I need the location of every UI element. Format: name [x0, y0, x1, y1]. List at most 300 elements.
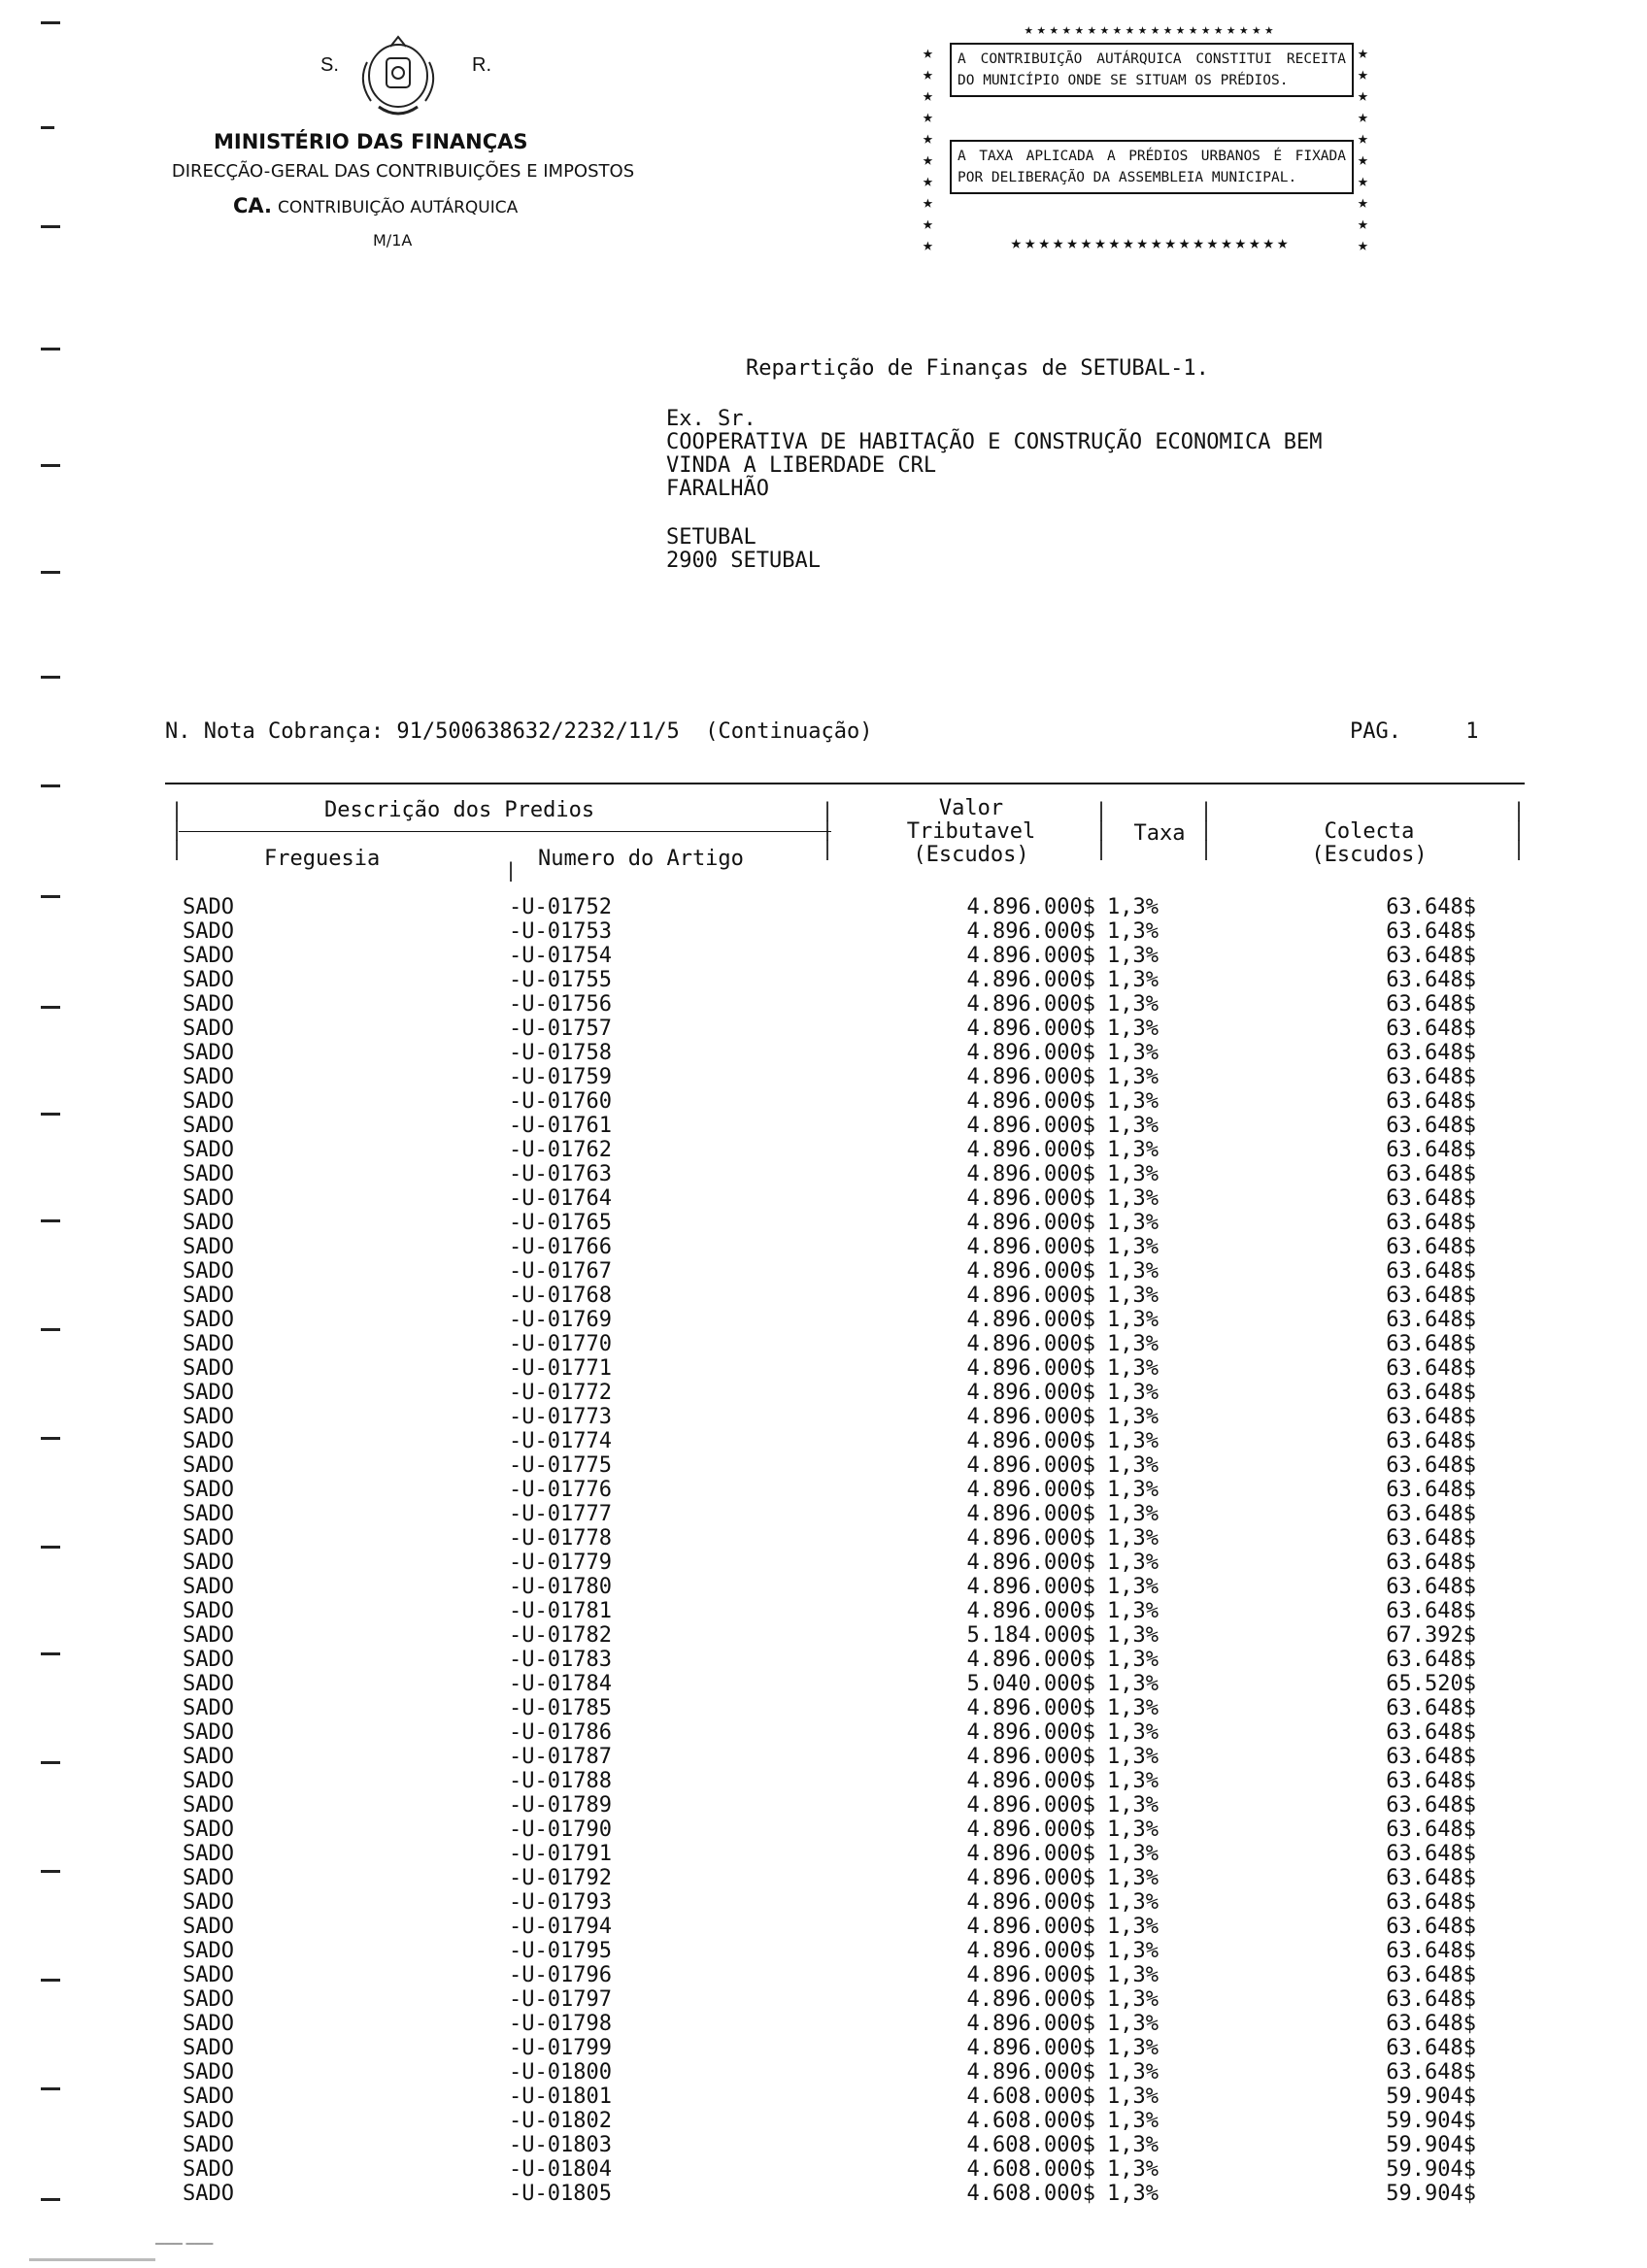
row-freguesia: SADO — [183, 1478, 234, 1502]
table-row — [0, 1623, 1647, 1648]
row-freguesia: SADO — [183, 1235, 234, 1259]
row-freguesia: SADO — [183, 1575, 234, 1599]
table-row — [0, 992, 1647, 1017]
row-valor: 4.896.000$ — [966, 1575, 1095, 1599]
row-valor: 4.896.000$ — [966, 895, 1095, 919]
row-freguesia: SADO — [183, 1648, 234, 1672]
row-colecta: 63.648$ — [1386, 1114, 1476, 1138]
row-valor: 4.896.000$ — [966, 1551, 1095, 1575]
row-freguesia: SADO — [183, 1332, 234, 1356]
row-taxa: 1,3% — [1107, 1381, 1159, 1405]
row-colecta: 63.648$ — [1386, 1453, 1476, 1478]
row-artigo: -U-01752 — [509, 895, 612, 919]
row-taxa: 1,3% — [1107, 1259, 1159, 1284]
row-artigo: -U-01759 — [509, 1065, 612, 1089]
table-row — [0, 1041, 1647, 1065]
row-taxa: 1,3% — [1107, 1745, 1159, 1769]
row-freguesia: SADO — [183, 2182, 234, 2206]
col-divider: | | | — [1095, 798, 1108, 860]
row-colecta: 63.648$ — [1386, 1502, 1476, 1526]
row-valor: 4.896.000$ — [966, 1405, 1095, 1429]
row-taxa: 1,3% — [1107, 1769, 1159, 1793]
ministry-title: MINISTÉRIO DAS FINANÇAS — [214, 130, 528, 153]
row-artigo: -U-01767 — [509, 1259, 612, 1284]
table-row — [0, 1551, 1647, 1575]
row-colecta: 63.648$ — [1386, 919, 1476, 944]
table-row — [0, 2109, 1647, 2133]
row-freguesia: SADO — [183, 1939, 234, 1963]
row-freguesia: SADO — [183, 1138, 234, 1162]
table-row — [0, 1381, 1647, 1405]
row-taxa: 1,3% — [1107, 1138, 1159, 1162]
row-colecta: 63.648$ — [1386, 1575, 1476, 1599]
row-colecta: 63.648$ — [1386, 1332, 1476, 1356]
row-freguesia: SADO — [183, 2012, 234, 2036]
row-freguesia: SADO — [183, 1114, 234, 1138]
row-freguesia: SADO — [183, 1211, 234, 1235]
row-taxa: 1,3% — [1107, 968, 1159, 992]
directorate-title: DIRECÇÃO-GERAL DAS CONTRIBUIÇÕES E IMPOSTOS — [171, 161, 635, 182]
row-colecta: 63.648$ — [1386, 1769, 1476, 1793]
row-taxa: 1,3% — [1107, 1284, 1159, 1308]
row-taxa: 1,3% — [1107, 1453, 1159, 1478]
row-taxa: 1,3% — [1107, 944, 1159, 968]
table-row — [0, 944, 1647, 968]
row-freguesia: SADO — [183, 1186, 234, 1211]
seal-right-letter: R. — [472, 54, 491, 76]
row-artigo: -U-01794 — [509, 1915, 612, 1939]
recipient-name-line1: COOPERATIVA DE HABITAÇÃO E CONSTRUÇÃO ECONOMICA BEM — [666, 430, 1323, 454]
row-valor: 4.896.000$ — [966, 1065, 1095, 1089]
row-taxa: 1,3% — [1107, 2109, 1159, 2133]
table-row — [0, 1211, 1647, 1235]
row-freguesia: SADO — [183, 2157, 234, 2182]
row-taxa: 1,3% — [1107, 1502, 1159, 1526]
row-artigo: -U-01791 — [509, 1842, 612, 1866]
table-row — [0, 1963, 1647, 1987]
row-colecta: 63.648$ — [1386, 1696, 1476, 1720]
row-colecta: 63.648$ — [1386, 1186, 1476, 1211]
star-border-bottom: ★★★★★★★★★★★★★★★★★★★★ — [1010, 232, 1292, 253]
row-colecta: 63.648$ — [1386, 944, 1476, 968]
row-taxa: 1,3% — [1107, 1235, 1159, 1259]
row-valor: 4.896.000$ — [966, 1381, 1095, 1405]
row-artigo: -U-01765 — [509, 1211, 612, 1235]
row-colecta: 63.648$ — [1386, 1987, 1476, 2012]
row-valor: 5.184.000$ — [966, 1623, 1095, 1648]
row-artigo: -U-01784 — [509, 1672, 612, 1696]
row-colecta: 63.648$ — [1386, 2060, 1476, 2085]
row-artigo: -U-01797 — [509, 1987, 612, 2012]
bottom-rule — [29, 2258, 155, 2261]
row-artigo: -U-01796 — [509, 1963, 612, 1987]
row-valor: 4.896.000$ — [966, 1429, 1095, 1453]
row-colecta: 63.648$ — [1386, 1356, 1476, 1381]
header-rule-bottom — [165, 878, 1525, 879]
row-valor: 4.896.000$ — [966, 1502, 1095, 1526]
row-artigo: -U-01777 — [509, 1502, 612, 1526]
row-artigo: -U-01776 — [509, 1478, 612, 1502]
col-divider: | — [505, 858, 518, 882]
row-colecta: 63.648$ — [1386, 1211, 1476, 1235]
row-valor: 4.896.000$ — [966, 1453, 1095, 1478]
row-artigo: -U-01772 — [509, 1381, 612, 1405]
table-row — [0, 1162, 1647, 1186]
table-row — [0, 2036, 1647, 2060]
row-artigo: -U-01785 — [509, 1696, 612, 1720]
salutation: Ex. Sr. — [666, 407, 756, 431]
table-row — [0, 1915, 1647, 1939]
table-row — [0, 1890, 1647, 1915]
row-taxa: 1,3% — [1107, 1041, 1159, 1065]
row-freguesia: SADO — [183, 1987, 234, 2012]
row-valor: 4.608.000$ — [966, 2109, 1095, 2133]
row-valor: 4.896.000$ — [966, 1599, 1095, 1623]
row-valor: 4.896.000$ — [966, 1793, 1095, 1818]
table-row — [0, 1793, 1647, 1818]
row-artigo: -U-01800 — [509, 2060, 612, 2085]
nota-cobranca: N. Nota Cobrança: 91/500638632/2232/11/5 (Continuação) — [165, 719, 873, 744]
row-taxa: 1,3% — [1107, 1987, 1159, 2012]
row-taxa: 1,3% — [1107, 2036, 1159, 2060]
row-artigo: -U-01760 — [509, 1089, 612, 1114]
row-taxa: 1,3% — [1107, 1332, 1159, 1356]
col-header-artigo: Numero do Artigo — [538, 847, 744, 871]
row-freguesia: SADO — [183, 1720, 234, 1745]
row-freguesia: SADO — [183, 1089, 234, 1114]
row-taxa: 1,3% — [1107, 2060, 1159, 2085]
row-freguesia: SADO — [183, 895, 234, 919]
table-row — [0, 1720, 1647, 1745]
row-colecta: 63.648$ — [1386, 992, 1476, 1017]
row-valor: 4.896.000$ — [966, 1720, 1095, 1745]
row-valor: 4.896.000$ — [966, 1890, 1095, 1915]
row-artigo: -U-01803 — [509, 2133, 612, 2157]
row-artigo: -U-01766 — [509, 1235, 612, 1259]
star-border-top: ★★★★★★★★★★★★★★★★★★★★ — [1024, 20, 1278, 38]
row-valor: 4.896.000$ — [966, 1769, 1095, 1793]
row-freguesia: SADO — [183, 1890, 234, 1915]
row-taxa: 1,3% — [1107, 1186, 1159, 1211]
row-colecta: 59.904$ — [1386, 2133, 1476, 2157]
table-row — [0, 1502, 1647, 1526]
contribution-line — [233, 194, 518, 217]
row-artigo: -U-01762 — [509, 1138, 612, 1162]
row-valor: 4.896.000$ — [966, 1138, 1095, 1162]
table-row — [0, 1308, 1647, 1332]
tax-office: Repartição de Finanças de SETUBAL-1. — [746, 356, 1209, 381]
row-colecta: 63.648$ — [1386, 1478, 1476, 1502]
star-border-right: ★ ★ ★ ★ ★ ★ ★ ★ ★ ★ — [1358, 43, 1368, 255]
row-taxa: 1,3% — [1107, 1065, 1159, 1089]
table-row — [0, 1284, 1647, 1308]
row-valor: 4.896.000$ — [966, 1211, 1095, 1235]
row-artigo: -U-01755 — [509, 968, 612, 992]
row-artigo: -U-01771 — [509, 1356, 612, 1381]
table-row — [0, 2060, 1647, 2085]
col-divider: | | | — [822, 798, 834, 860]
row-artigo: -U-01804 — [509, 2157, 612, 2182]
row-artigo: -U-01805 — [509, 2182, 612, 2206]
col-header-valor-3: (Escudos) — [913, 843, 1029, 867]
row-colecta: 63.648$ — [1386, 1041, 1476, 1065]
row-freguesia: SADO — [183, 919, 234, 944]
row-taxa: 1,3% — [1107, 1720, 1159, 1745]
table-row — [0, 1478, 1647, 1502]
row-valor: 4.896.000$ — [966, 2012, 1095, 2036]
row-taxa: 1,3% — [1107, 1866, 1159, 1890]
row-freguesia: SADO — [183, 968, 234, 992]
row-valor: 4.896.000$ — [966, 2060, 1095, 2085]
row-valor: 4.896.000$ — [966, 1866, 1095, 1890]
row-taxa: 1,3% — [1107, 2133, 1159, 2157]
table-row — [0, 1453, 1647, 1478]
row-valor: 4.896.000$ — [966, 1017, 1095, 1041]
row-freguesia: SADO — [183, 1502, 234, 1526]
col-divider: | | | — [1200, 798, 1213, 860]
table-row — [0, 968, 1647, 992]
table-row — [0, 1745, 1647, 1769]
row-freguesia: SADO — [183, 1745, 234, 1769]
notice-box — [923, 19, 1379, 257]
row-colecta: 63.648$ — [1386, 1745, 1476, 1769]
table-header — [165, 783, 1525, 880]
row-valor: 4.896.000$ — [966, 992, 1095, 1017]
table-row — [0, 1648, 1647, 1672]
notice-revenue: A CONTRIBUIÇÃO AUTÁRQUICA CONSTITUI RECEITA DO MUNICÍPIO ONDE SE SITUAM OS PRÉDIOS. — [950, 43, 1354, 97]
row-colecta: 63.648$ — [1386, 2036, 1476, 2060]
row-colecta: 59.904$ — [1386, 2157, 1476, 2182]
row-colecta: 63.648$ — [1386, 895, 1476, 919]
row-freguesia: SADO — [183, 992, 234, 1017]
row-freguesia: SADO — [183, 2109, 234, 2133]
table-row — [0, 1186, 1647, 1211]
col-header-taxa: Taxa — [1133, 821, 1186, 846]
recipient-postal: 2900 SETUBAL — [666, 549, 821, 573]
table-row — [0, 2133, 1647, 2157]
row-valor: 4.896.000$ — [966, 944, 1095, 968]
col-header-colecta-2: (Escudos) — [1311, 843, 1428, 867]
row-artigo: -U-01754 — [509, 944, 612, 968]
row-valor: 4.896.000$ — [966, 1526, 1095, 1551]
row-valor: 4.896.000$ — [966, 1939, 1095, 1963]
row-valor: 4.896.000$ — [966, 1987, 1095, 2012]
row-taxa: 1,3% — [1107, 1696, 1159, 1720]
row-artigo: -U-01799 — [509, 2036, 612, 2060]
row-artigo: -U-01802 — [509, 2109, 612, 2133]
row-freguesia: SADO — [183, 1769, 234, 1793]
margin-mark — [41, 126, 54, 129]
row-artigo: -U-01801 — [509, 2085, 612, 2109]
row-colecta: 63.648$ — [1386, 1551, 1476, 1575]
row-taxa: 1,3% — [1107, 1356, 1159, 1381]
row-colecta: 63.648$ — [1386, 1284, 1476, 1308]
table-row — [0, 1769, 1647, 1793]
col-divider: | | | — [171, 798, 184, 860]
row-taxa: 1,3% — [1107, 2085, 1159, 2109]
row-valor: 4.896.000$ — [966, 1915, 1095, 1939]
table-row — [0, 1842, 1647, 1866]
row-freguesia: SADO — [183, 2036, 234, 2060]
row-freguesia: SADO — [183, 1842, 234, 1866]
row-artigo: -U-01770 — [509, 1332, 612, 1356]
group-header-descricao: Descrição dos Predios — [324, 798, 595, 822]
row-taxa: 1,3% — [1107, 2012, 1159, 2036]
row-freguesia: SADO — [183, 1818, 234, 1842]
table-row — [0, 1405, 1647, 1429]
row-artigo: -U-01773 — [509, 1405, 612, 1429]
row-freguesia: SADO — [183, 1381, 234, 1405]
row-taxa: 1,3% — [1107, 2157, 1159, 2182]
table-row — [0, 1065, 1647, 1089]
table-row — [0, 1114, 1647, 1138]
row-colecta: 63.648$ — [1386, 1089, 1476, 1114]
table-row — [0, 1259, 1647, 1284]
row-artigo: -U-01792 — [509, 1866, 612, 1890]
row-valor: 5.040.000$ — [966, 1672, 1095, 1696]
row-valor: 4.896.000$ — [966, 1696, 1095, 1720]
table-row — [0, 1138, 1647, 1162]
row-colecta: 63.648$ — [1386, 968, 1476, 992]
row-valor: 4.896.000$ — [966, 1478, 1095, 1502]
row-taxa: 1,3% — [1107, 1211, 1159, 1235]
row-valor: 4.896.000$ — [966, 1162, 1095, 1186]
row-taxa: 1,3% — [1107, 992, 1159, 1017]
row-taxa: 1,3% — [1107, 1114, 1159, 1138]
col-divider: | | | — [1513, 798, 1526, 860]
row-artigo: -U-01758 — [509, 1041, 612, 1065]
row-freguesia: SADO — [183, 1308, 234, 1332]
row-artigo: -U-01778 — [509, 1526, 612, 1551]
row-valor: 4.896.000$ — [966, 1235, 1095, 1259]
row-taxa: 1,3% — [1107, 1672, 1159, 1696]
row-colecta: 63.648$ — [1386, 1793, 1476, 1818]
row-artigo: -U-01798 — [509, 2012, 612, 2036]
row-taxa: 1,3% — [1107, 919, 1159, 944]
row-colecta: 63.648$ — [1386, 1259, 1476, 1284]
row-taxa: 1,3% — [1107, 1526, 1159, 1551]
margin-mark — [41, 21, 60, 24]
margin-mark — [41, 676, 60, 679]
table-row — [0, 1866, 1647, 1890]
table-row — [0, 2085, 1647, 2109]
row-colecta: 63.648$ — [1386, 1963, 1476, 1987]
recipient-city: SETUBAL — [666, 525, 756, 550]
row-freguesia: SADO — [183, 1017, 234, 1041]
row-colecta: 63.648$ — [1386, 1720, 1476, 1745]
page-number: 1 — [1465, 719, 1479, 744]
row-freguesia: SADO — [183, 1041, 234, 1065]
row-colecta: 63.648$ — [1386, 1235, 1476, 1259]
row-taxa: 1,3% — [1107, 1575, 1159, 1599]
row-artigo: -U-01775 — [509, 1453, 612, 1478]
seal-row — [311, 33, 505, 120]
col-header-colecta-1: Colecta — [1324, 819, 1415, 844]
row-artigo: -U-01757 — [509, 1017, 612, 1041]
row-colecta: 63.648$ — [1386, 1381, 1476, 1405]
row-colecta: 63.648$ — [1386, 1842, 1476, 1866]
row-colecta: 63.648$ — [1386, 1017, 1476, 1041]
row-freguesia: SADO — [183, 1065, 234, 1089]
row-valor: 4.896.000$ — [966, 968, 1095, 992]
row-taxa: 1,3% — [1107, 1429, 1159, 1453]
row-colecta: 63.648$ — [1386, 2012, 1476, 2036]
row-freguesia: SADO — [183, 1551, 234, 1575]
row-valor: 4.896.000$ — [966, 1041, 1095, 1065]
table-row — [0, 1235, 1647, 1259]
row-artigo: -U-01789 — [509, 1793, 612, 1818]
row-taxa: 1,3% — [1107, 1793, 1159, 1818]
page-label: PAG. — [1350, 719, 1401, 744]
row-valor: 4.896.000$ — [966, 1186, 1095, 1211]
table-row — [0, 1575, 1647, 1599]
row-taxa: 1,3% — [1107, 1599, 1159, 1623]
row-taxa: 1,3% — [1107, 1818, 1159, 1842]
row-colecta: 63.648$ — [1386, 1308, 1476, 1332]
table-row — [0, 1017, 1647, 1041]
row-taxa: 1,3% — [1107, 1308, 1159, 1332]
row-freguesia: SADO — [183, 1672, 234, 1696]
table-row — [0, 2012, 1647, 2036]
margin-mark — [41, 348, 60, 350]
row-artigo: -U-01781 — [509, 1599, 612, 1623]
row-valor: 4.608.000$ — [966, 2157, 1095, 2182]
row-valor: 4.896.000$ — [966, 1308, 1095, 1332]
row-valor: 4.896.000$ — [966, 1648, 1095, 1672]
row-artigo: -U-01783 — [509, 1648, 612, 1672]
margin-mark — [41, 464, 60, 467]
table-row — [0, 1599, 1647, 1623]
row-taxa: 1,3% — [1107, 1842, 1159, 1866]
table-row — [0, 1332, 1647, 1356]
row-colecta: 59.904$ — [1386, 2109, 1476, 2133]
coat-of-arms-icon — [353, 33, 443, 120]
row-freguesia: SADO — [183, 1696, 234, 1720]
row-taxa: 1,3% — [1107, 1551, 1159, 1575]
row-freguesia: SADO — [183, 1526, 234, 1551]
row-freguesia: SADO — [183, 2085, 234, 2109]
table-row — [0, 1939, 1647, 1963]
table-row — [0, 1696, 1647, 1720]
row-valor: 4.896.000$ — [966, 1356, 1095, 1381]
row-freguesia: SADO — [183, 1429, 234, 1453]
contribution-label: CONTRIBUIÇÃO AUTÁRQUICA — [278, 198, 519, 217]
row-valor: 4.896.000$ — [966, 1332, 1095, 1356]
row-valor: 4.896.000$ — [966, 1089, 1095, 1114]
row-artigo: -U-01787 — [509, 1745, 612, 1769]
row-freguesia: SADO — [183, 1963, 234, 1987]
row-valor: 4.896.000$ — [966, 1284, 1095, 1308]
header-rule-group — [179, 831, 831, 832]
row-colecta: 63.648$ — [1386, 1915, 1476, 1939]
row-freguesia: SADO — [183, 2060, 234, 2085]
row-artigo: -U-01764 — [509, 1186, 612, 1211]
row-artigo: -U-01786 — [509, 1720, 612, 1745]
row-artigo: -U-01782 — [509, 1623, 612, 1648]
row-artigo: -U-01768 — [509, 1284, 612, 1308]
table-row — [0, 1818, 1647, 1842]
recipient-name-line2: VINDA A LIBERDADE CRL — [666, 453, 937, 478]
row-colecta: 63.648$ — [1386, 1138, 1476, 1162]
col-header-valor-2: Tributavel — [906, 819, 1036, 844]
row-taxa: 1,3% — [1107, 895, 1159, 919]
row-freguesia: SADO — [183, 1623, 234, 1648]
col-header-valor-1: Valor — [938, 796, 1004, 820]
row-valor: 4.896.000$ — [966, 1963, 1095, 1987]
row-colecta: 63.648$ — [1386, 1065, 1476, 1089]
row-colecta: 63.648$ — [1386, 1429, 1476, 1453]
row-colecta: 63.648$ — [1386, 1890, 1476, 1915]
